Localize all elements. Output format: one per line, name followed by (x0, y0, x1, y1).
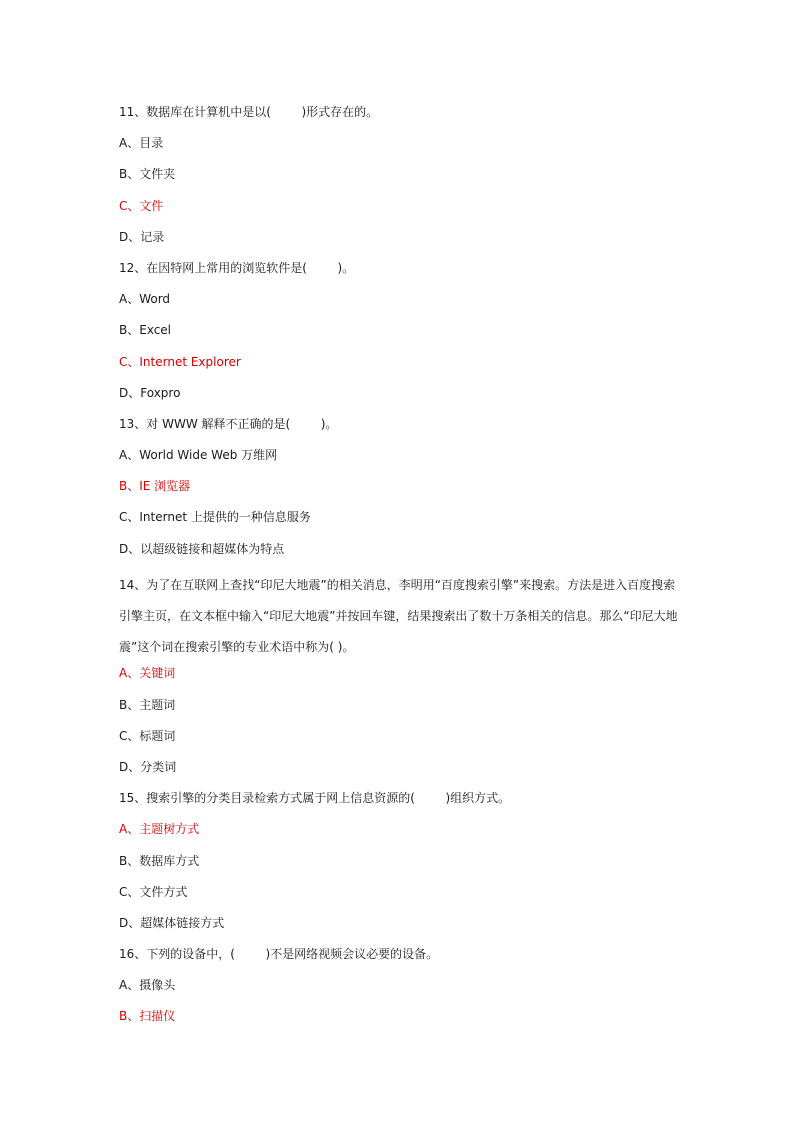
question-14-text: 14、为了在互联网上查找“印尼大地震”的相关消息，李明用“百度搜索引擎”来搜索。方法是进入百度搜索引擎主页，在文本框中输入“印尼大地震”并按回车键，结果搜索出了数十万条相关的信息。那么“印尼大地震”这个词在搜索引擎的专业术语中称为( )。 (119, 577, 678, 655)
correct-option: A、主题树方式 (119, 822, 200, 837)
option: B、数据库方式 (119, 853, 200, 868)
option: C、标题词 (119, 728, 176, 743)
questions-14-16-options (119, 663, 679, 1037)
option: D、以超级链接和超媒体为特点 (119, 541, 285, 556)
option: D、超媒体链接方式 (119, 915, 225, 930)
correct-option: A、关键词 (119, 666, 176, 681)
question-text: 11、数据库在计算机中是以( )形式存在的。 (119, 105, 379, 119)
exam-document (119, 102, 679, 1038)
option: C、文件方式 (119, 884, 188, 899)
option: B、主题词 (119, 697, 176, 712)
option: D、记录 (119, 229, 165, 244)
option: D、分类词 (119, 759, 177, 774)
question-text: 13、对 WWW 解释不正确的是( )。 (119, 416, 338, 431)
option: B、Excel (119, 323, 172, 338)
correct-option: B、扫描仪 (119, 1009, 176, 1024)
option: A、World Wide Web 万维网 (119, 448, 278, 463)
correct-option: B、IE 浏览器 (119, 479, 191, 494)
question-text: 12、在因特网上常用的浏览软件是( )。 (119, 260, 355, 275)
correct-option: C、文件 (119, 198, 164, 213)
option: B、文件夹 (119, 167, 176, 182)
question-text: 15、搜索引擎的分类目录检索方式属于网上信息资源的( )组织方式。 (119, 791, 511, 806)
questions-11-13 (119, 102, 679, 570)
option: D、Foxpro (119, 385, 181, 400)
correct-option: C、Internet Explorer (119, 354, 241, 369)
option: C、Internet 上提供的一种信息服务 (119, 510, 311, 525)
question-text: 16、下列的设备中，( )不是网络视频会议必要的设备。 (119, 947, 439, 962)
option: A、摄像头 (119, 978, 176, 993)
option: A、目录 (119, 136, 164, 151)
option: A、Word (119, 292, 171, 307)
